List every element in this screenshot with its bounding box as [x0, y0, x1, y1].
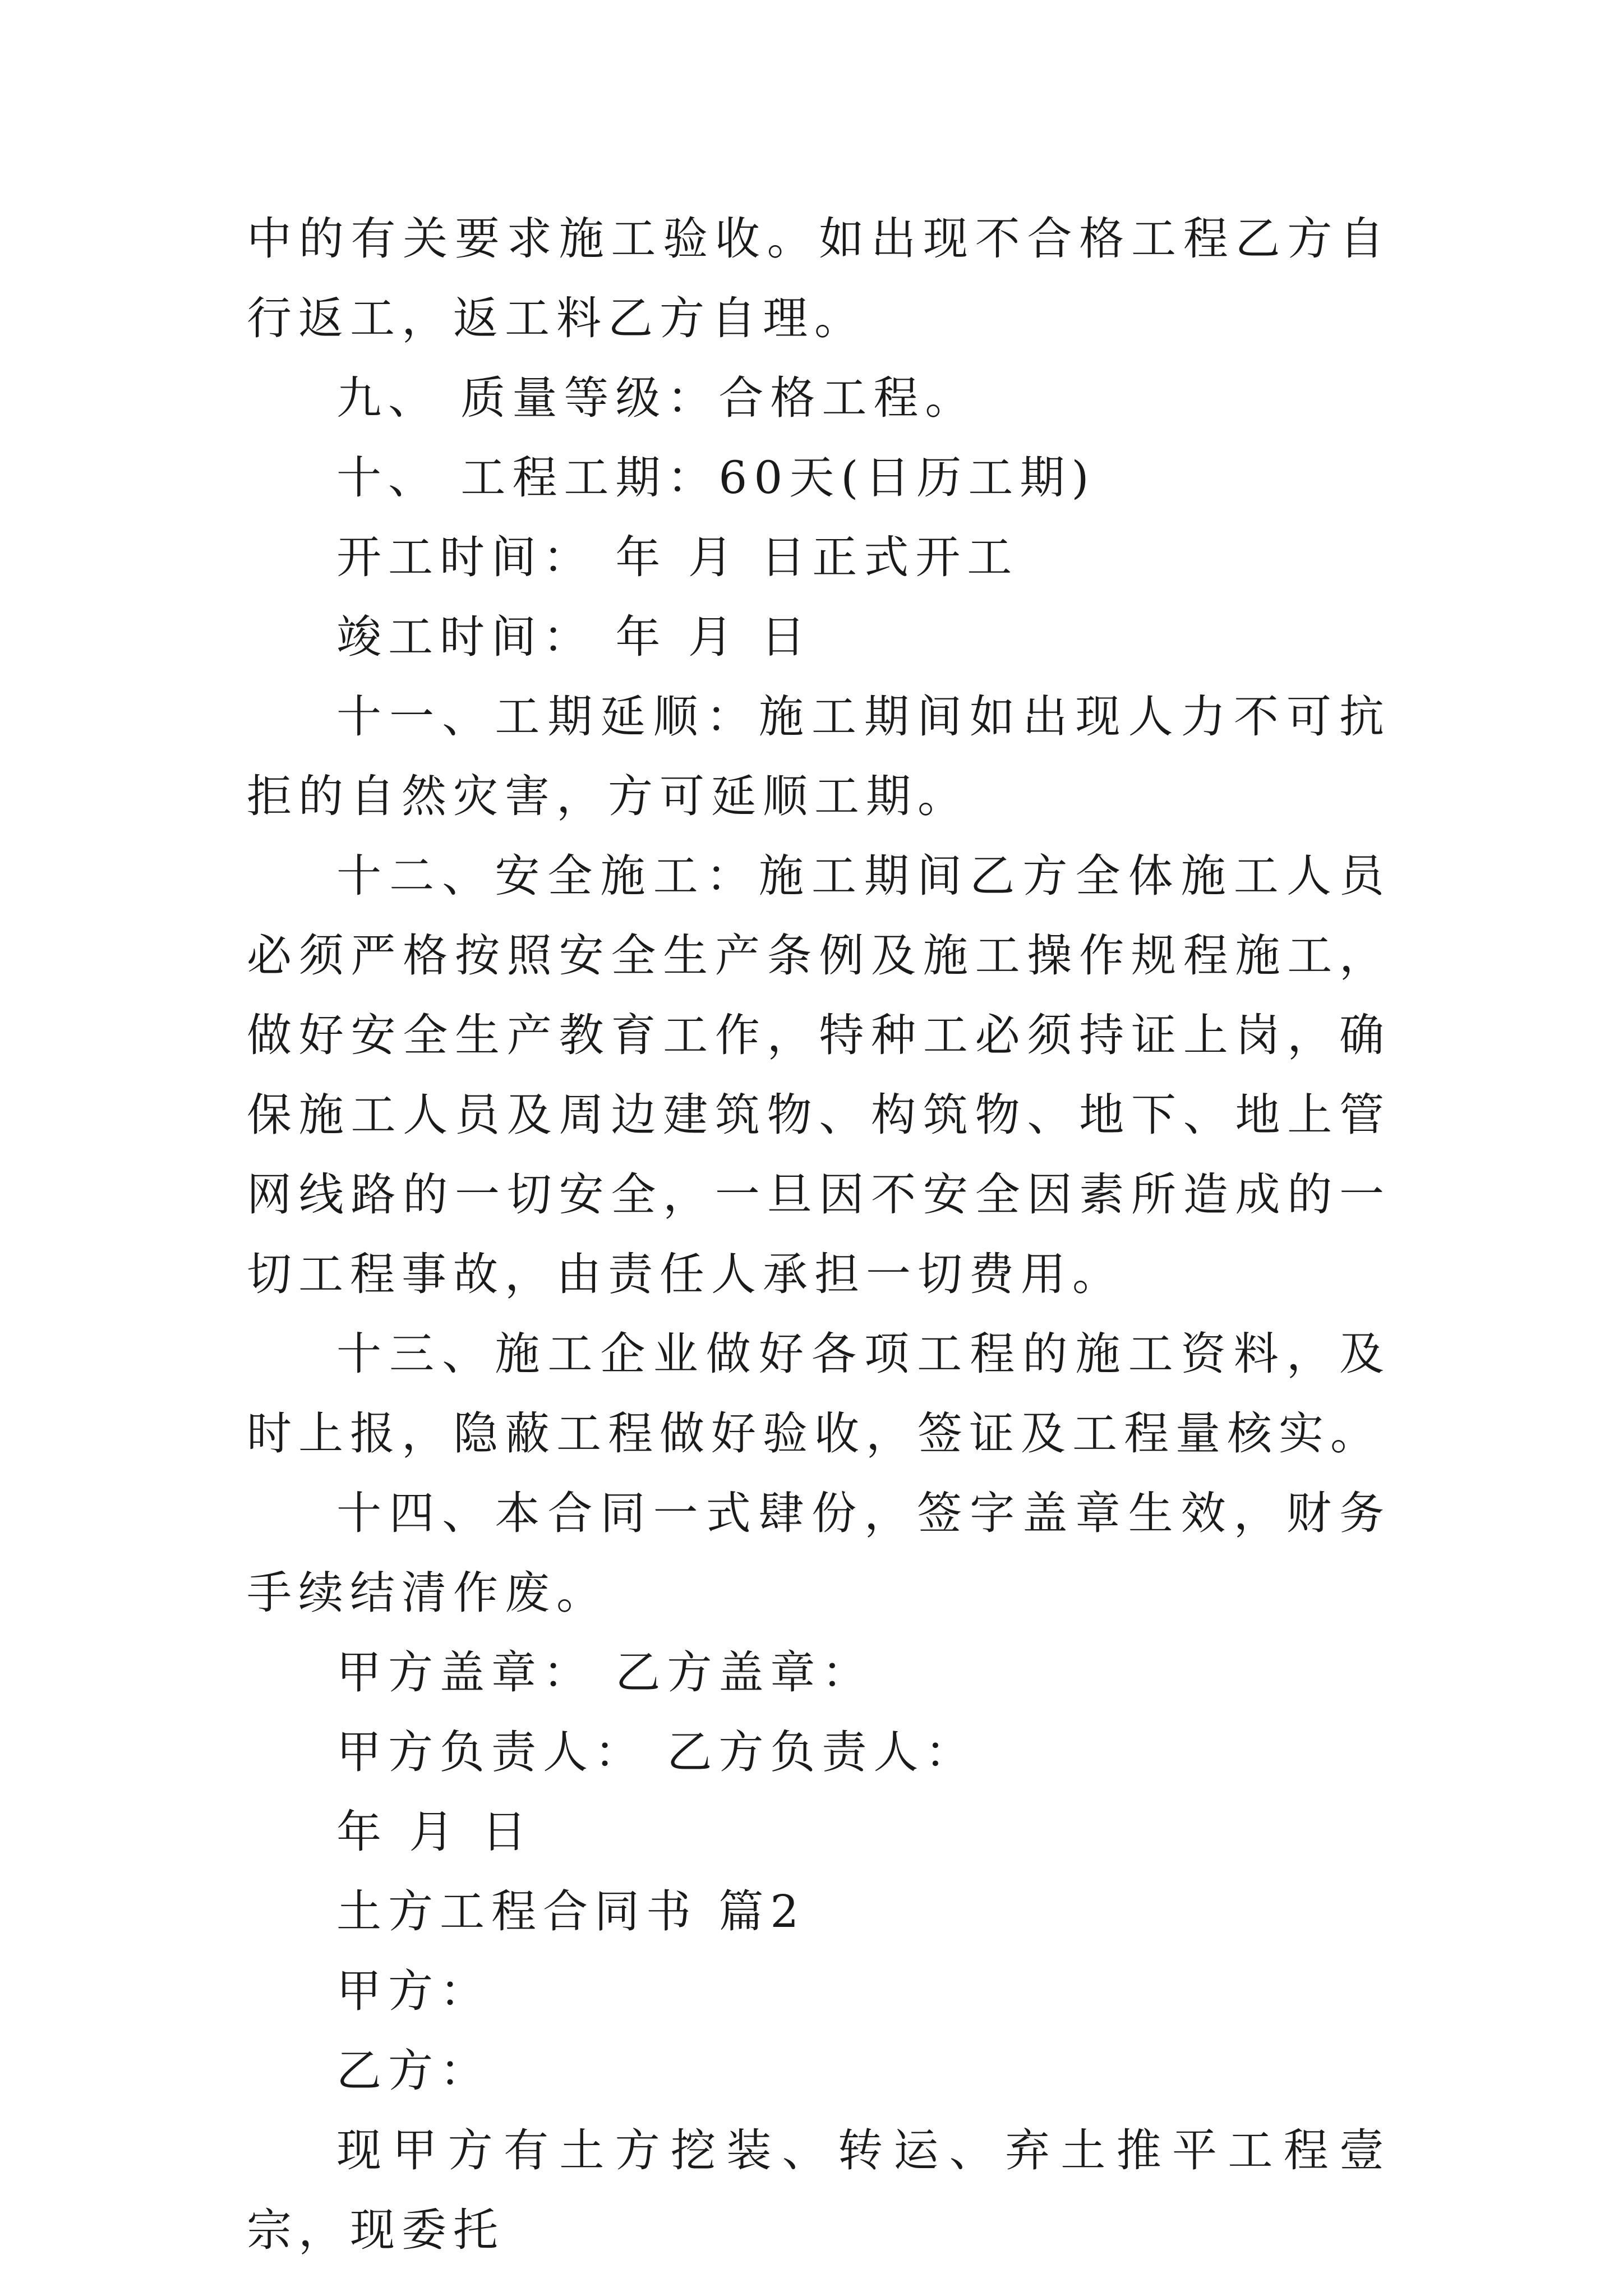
- section-title: 土方工程合同书 篇2: [336, 1885, 806, 1938]
- paragraph-continuation: 中的有关要求施工验收。如出现不合格工程乙方自行返工，返工料乙方自理。: [247, 213, 1391, 344]
- clause-safety: 十二、安全施工：施工期间乙方全体施工人员必须严格按照安全生产条例及施工操作规程施工，做好安全生产教育工作，特种工必须持证上岗，确保施工人员及周边建筑物、构筑物、地下、地上管网线路的一切安全，一旦因不安全因素所造成的一切工程事故，由责任人承担一切费用。: [247, 850, 1391, 1300]
- party-b-line: 乙方：: [336, 2045, 491, 2097]
- completion-date-line: 竣工时间： 年 月 日: [336, 611, 813, 663]
- responsible-person-line: 甲方负责人： 乙方负责人：: [336, 1726, 977, 1778]
- clause-documentation: 十三、施工企业做好各项工程的施工资料，及时上报，隐蔽工程做好验收，签证及工程量核实。: [247, 1328, 1391, 1460]
- clause-copies: 十四、本合同一式肆份，签字盖章生效，财务手续结清作废。: [247, 1487, 1391, 1619]
- seal-line: 甲方盖章： 乙方盖章：: [336, 1646, 874, 1699]
- clause-delay: 十一、工期延顺：施工期间如出现人力不可抗拒的自然灾害，方可延顺工期。: [247, 691, 1391, 822]
- document-body: [247, 199, 1391, 2270]
- start-date-line: 开工时间： 年 月 日正式开工: [336, 531, 1019, 583]
- clause-construction-period: 十、 工程工期：60天(日历工期): [336, 452, 1096, 504]
- party-a-line: 甲方：: [336, 1965, 491, 2017]
- signature-date-line: 年 月 日: [336, 1806, 533, 1858]
- intro-paragraph: 现甲方有土方挖装、转运、弃土推平工程壹宗，现委托: [247, 2124, 1391, 2256]
- clause-quality-grade: 九、 质量等级：合格工程。: [336, 372, 977, 424]
